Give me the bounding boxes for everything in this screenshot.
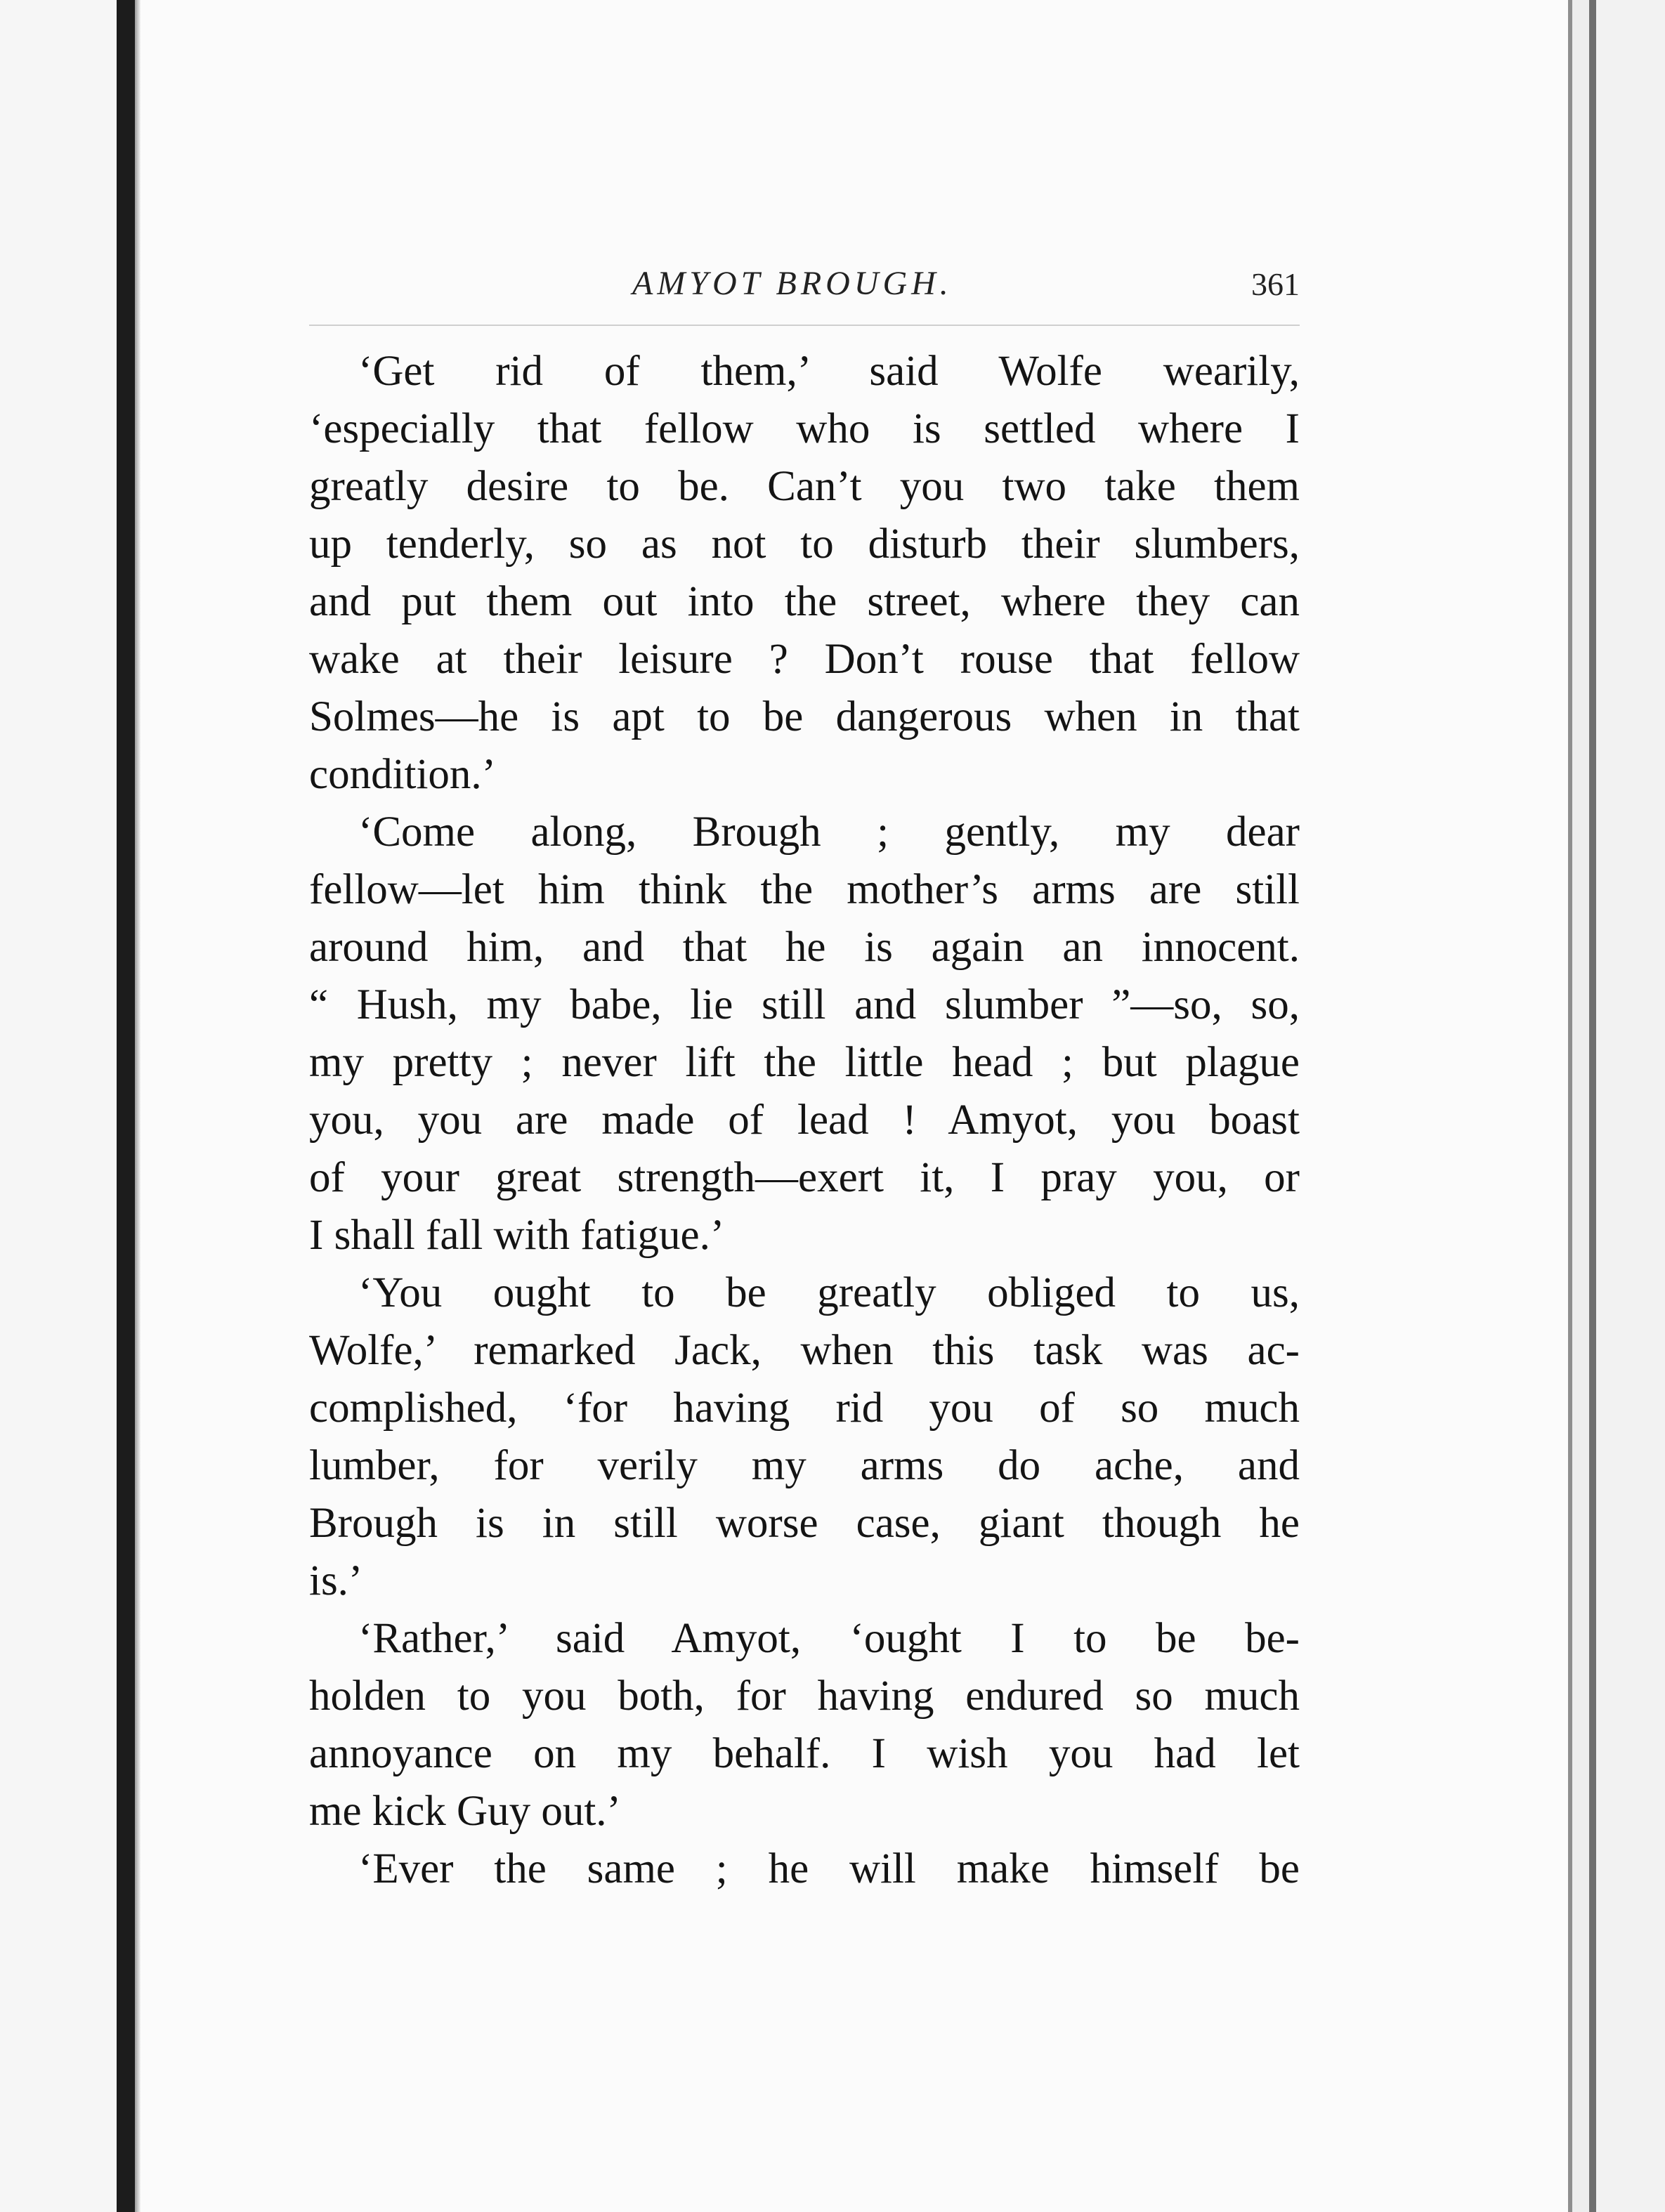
text-line: ‘Ever the same ; he will make himself be: [358, 1845, 1300, 1892]
book-spine-shadow: [117, 0, 135, 2212]
text-line: annoyance on my behalf. I wish you had let: [309, 1730, 1300, 1777]
text-line: wake at their leisure ? Don’t rouse that fellow: [309, 636, 1300, 683]
header-rule: [309, 325, 1300, 326]
text-line: up tenderly, so as not to disturb their slumbers,: [309, 521, 1300, 568]
text-line: ‘Come along, Brough ; gently, my dear: [358, 809, 1300, 856]
text-line: is.’: [309, 1557, 363, 1604]
text-line: and put them out into the street, where they can: [309, 578, 1300, 625]
page-edge-shadow: [1589, 0, 1596, 2212]
page-number: 361: [1251, 266, 1300, 302]
text-line: fellow—let him think the mother’s arms are still: [309, 866, 1300, 913]
text-line: ‘You ought to be greatly obliged to us,: [358, 1269, 1300, 1316]
text-line: holden to you both, for having endured so much: [309, 1673, 1300, 1720]
text-line: you, you are made of lead ! Amyot, you boast: [309, 1097, 1300, 1144]
text-line: around him, and that he is again an innocent.: [309, 924, 1300, 971]
text-line: Solmes—he is apt to be dangerous when in that: [309, 693, 1300, 740]
text-line: complished, ‘for having rid you of so much: [309, 1385, 1300, 1432]
running-head: AMYOT BROUGH.: [632, 265, 953, 302]
text-line: Wolfe,’ remarked Jack, when this task was ac-: [309, 1327, 1300, 1374]
text-line: me kick Guy out.’: [309, 1788, 621, 1835]
text-line: of your great strength—exert it, I pray you, or: [309, 1154, 1300, 1201]
text-line: I shall fall with fatigue.’: [309, 1212, 725, 1259]
text-line: ‘Rather,’ said Amyot, ‘ought I to be be-: [358, 1615, 1300, 1662]
text-line: lumber, for verily my arms do ache, and: [309, 1442, 1300, 1489]
body-text: [309, 343, 1300, 1898]
page-edge-fill: [1572, 0, 1589, 2212]
page-header: [309, 258, 1300, 315]
text-line: greatly desire to be. Can’t you two take them: [309, 463, 1300, 510]
book-spine-edge: [135, 0, 141, 2212]
text-line: ‘Get rid of them,’ said Wolfe wearily,: [358, 348, 1300, 395]
text-line: Brough is in still worse case, giant though he: [309, 1500, 1300, 1547]
text-line: “ Hush, my babe, lie still and slumber ”—so, so,: [309, 981, 1300, 1028]
text-line: ‘especially that fellow who is settled where I: [309, 405, 1300, 452]
right-margin: [1596, 0, 1665, 2212]
text-line: my pretty ; never lift the little head ; but plague: [309, 1039, 1300, 1086]
left-margin: [0, 0, 117, 2212]
text-line: condition.’: [309, 751, 496, 798]
